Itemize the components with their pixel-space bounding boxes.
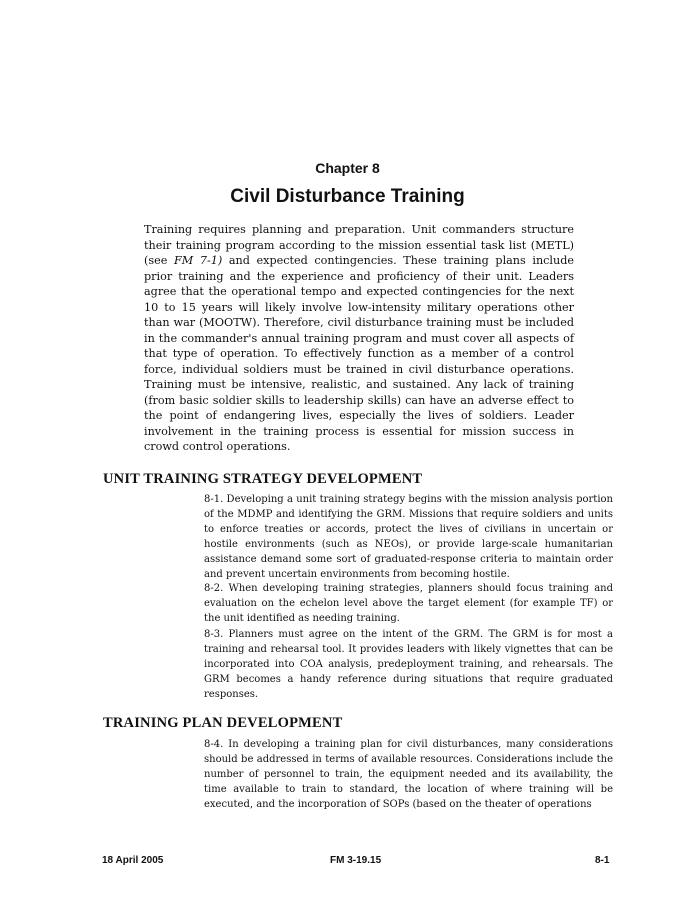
paragraph-8-2: 8-2. When developing training strategies, planners should focus training and evaluation on the echelon level above the target element (for example TF) or the unit identified as needing training. — [204, 583, 613, 624]
intro-reference: FM 7-1) — [173, 254, 223, 267]
intro-paragraph — [144, 222, 574, 455]
section-heading-unit-training-strategy: UNIT TRAINING STRATEGY DEVELOPMENT — [103, 471, 423, 487]
chapter-title: Civil Disturbance Training — [230, 186, 465, 207]
paragraph-8-3: 8-3. Planners must agree on the intent of the GRM. The GRM is for most a training and rehearsal tool. It provides leaders with likely vignettes that can be incorporated into COA analysis, predeployment training, and rehearsals. The GRM becomes a handy reference during situations that require graduated responses. — [204, 629, 613, 700]
paragraph-8-4: 8-4. In developing a training plan for civil disturbances, many considerations should be addressed in terms of available resources. Considerations include the number of personnel to train, the equipment needed and its availability, the time available to train to standard, the location of where training will be executed, and the incorporation of SOPs (based on the theater of operations — [204, 739, 613, 810]
footer-page-number: 8-1 — [595, 855, 610, 866]
section-heading-training-plan: TRAINING PLAN DEVELOPMENT — [103, 715, 343, 731]
chapter-label: Chapter 8 — [315, 160, 380, 176]
intro-text-after-ref: and expected contingencies. These training plans include prior training and the experience and proficiency of their unit. Leaders agree that the operational tempo and expected contingencies for the next 10 to 15 years will likely involve low-intensity military operations other than war (MOOTW). Therefore, civil disturbance training must be included in the commander's annual training program and must cover all aspects of that type of operation. To effectively function as a member of a control force, individual soldiers must be trained in civil disturbance operations. Training must be intensive, realistic, and sustained. Any lack of training (from basic soldier skills to leadership skills) can have an adverse effect to the point of endangering lives, especially the lives of soldiers. Leader involvement in the training process is essential for mission success in crowd control operations. — [144, 254, 574, 453]
footer-date: 18 April 2005 — [102, 855, 164, 866]
intro-text-before-ref: Training requires planning and preparation. Unit commanders structure their training program according to the mission essential task list (METL) (see — [144, 223, 574, 267]
paragraph-8-1: 8-1. Developing a unit training strategy begins with the mission analysis portion of the MDMP and identifying the GRM. Missions that require soldiers and units to enforce treaties or accords, protect the lives of civilians in uncertain or hostile environments (such as NEOs), or provide large-scale humanitarian assistance demand some sort of graduated-response criteria to maintain order and prevent uncertain environments from becoming hostile. — [204, 494, 613, 580]
footer-manual: FM 3-19.15 — [330, 855, 382, 866]
